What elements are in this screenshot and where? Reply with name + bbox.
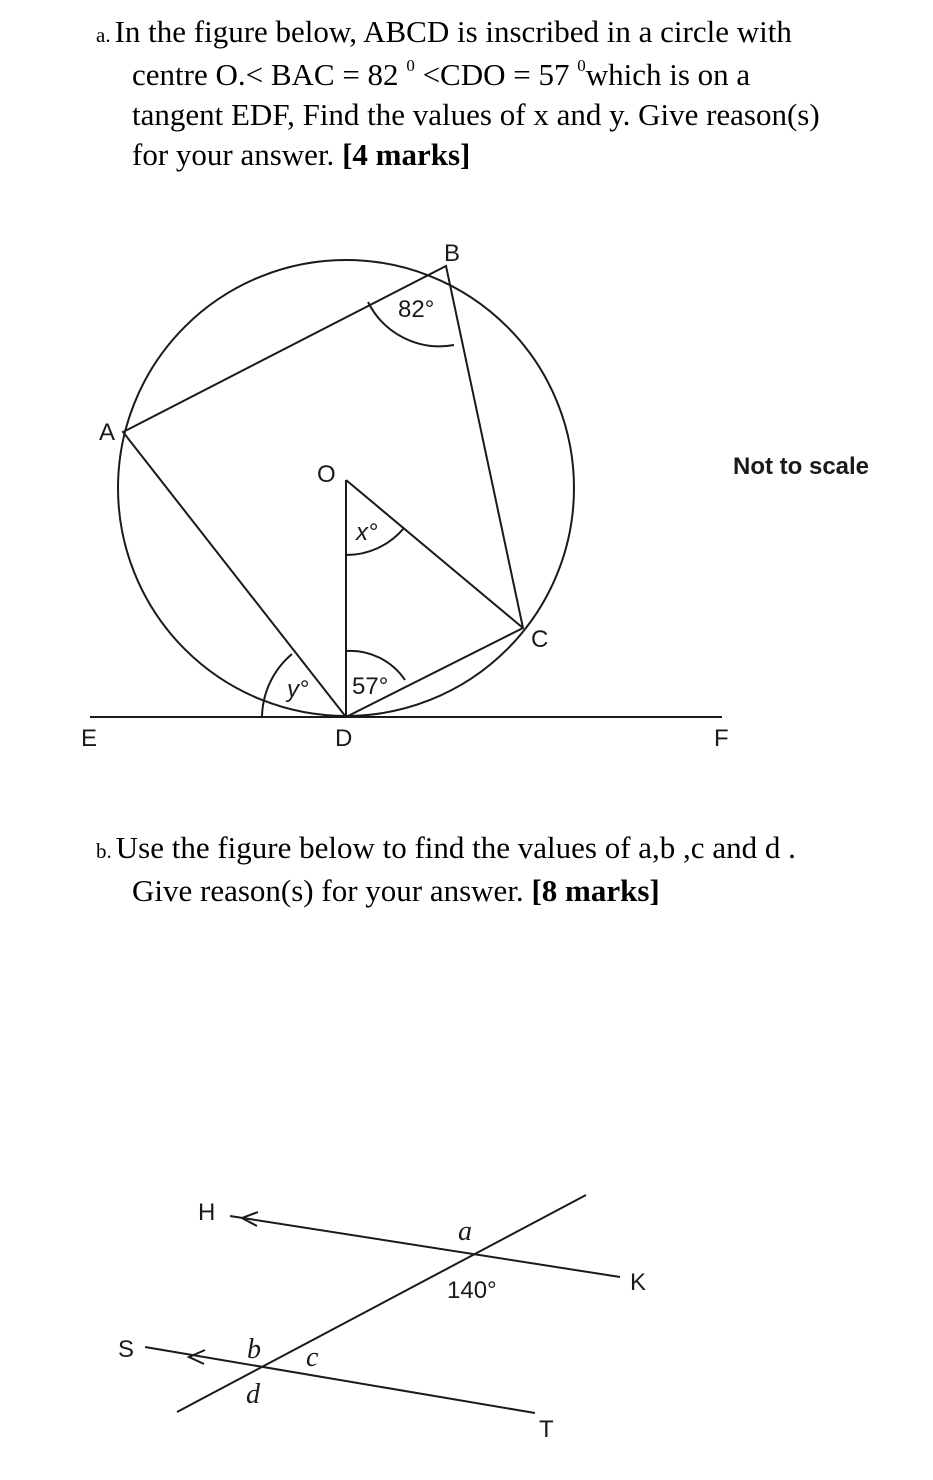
angle-label-82: 82°	[398, 296, 435, 323]
question-a-line-3: tangent EDF, Find the values of x and y. Give reason(s)	[132, 97, 820, 132]
angle-label-y: y°	[287, 676, 309, 703]
question-b	[96, 828, 796, 911]
question-b-marks: [8 marks]	[531, 873, 660, 908]
question-b-line-1: b. Use the figure below to find the values of a,b ,c and d .	[96, 830, 796, 865]
line-ST	[145, 1347, 535, 1413]
label-T: T	[539, 1416, 554, 1443]
question-a-line-1: a. In the figure below, ABCD is inscribed in a circle with	[96, 14, 792, 49]
question-a-line-2: centre O.< BAC = 82 $^0$ <CDO = 57 $^0$which is on a	[132, 56, 751, 92]
angle-label-140: 140°	[447, 1277, 497, 1304]
label-O: O	[317, 461, 336, 488]
line-HK	[230, 1216, 620, 1277]
label-F: F	[714, 725, 729, 752]
question-a-marks: [4 marks]	[342, 137, 471, 172]
label-A: A	[99, 419, 116, 446]
angle-label-d: d	[246, 1379, 260, 1410]
label-H: H	[198, 1199, 216, 1226]
not-to-scale-note: Not to scale	[733, 453, 870, 480]
label-K: K	[630, 1269, 647, 1296]
angle-label-x: x°	[356, 519, 378, 546]
question-a-marker: a.	[96, 23, 111, 47]
angle-label-a: a	[458, 1216, 472, 1247]
label-D: D	[335, 725, 353, 752]
question-b-marker: b.	[96, 839, 112, 863]
label-E: E	[81, 725, 98, 752]
angle-label-57: 57°	[352, 673, 389, 700]
figure-b	[118, 1195, 646, 1443]
question-a-line-4: for your answer. [4 marks]	[132, 137, 471, 172]
label-C: C	[531, 626, 549, 653]
label-S: S	[118, 1336, 135, 1363]
transversal	[177, 1195, 586, 1412]
question-b-line-2: Give reason(s) for your answer. [8 marks]	[132, 873, 660, 908]
angle-label-b: b	[247, 1334, 261, 1365]
angle-label-c: c	[306, 1342, 319, 1373]
quadrilateral-ABCD	[123, 266, 523, 717]
label-B: B	[444, 240, 461, 267]
figure-a	[81, 240, 869, 752]
